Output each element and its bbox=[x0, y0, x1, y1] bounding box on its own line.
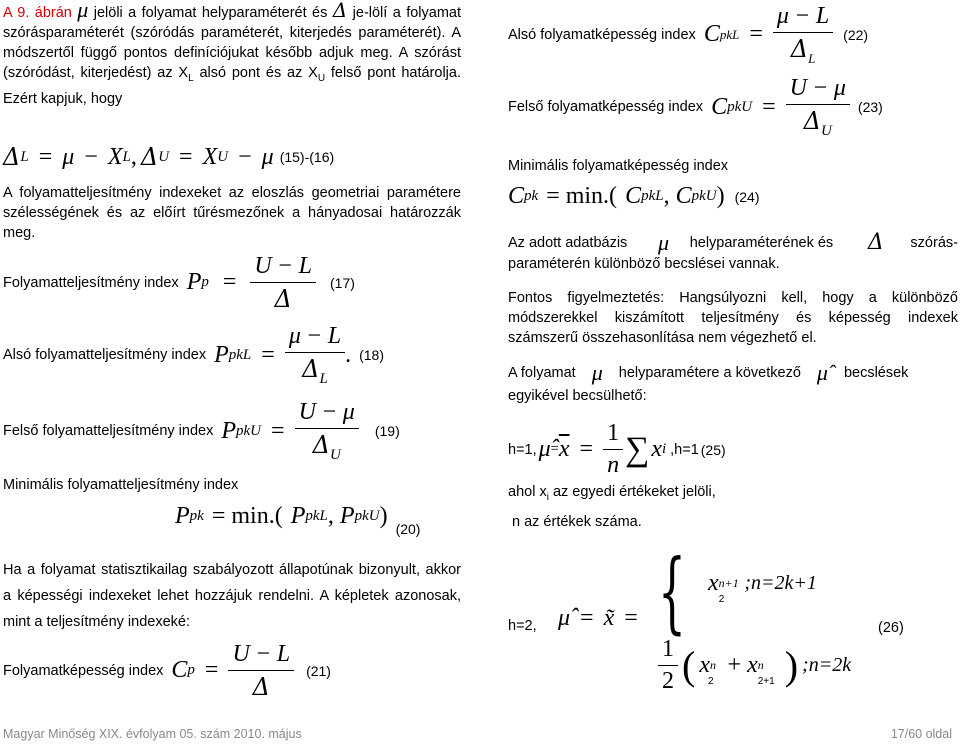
paragraph-estimation: A folyamat μ helyparamétere a következő μ̂ becslések egyikével becsülhető: bbox=[508, 360, 909, 404]
equation-25: h=1, μ̂ = $\overline{x}$ = $\frac{1}{n}$ ∑ x i ,h=1 (25) bbox=[508, 420, 726, 478]
label-h2: h=2, bbox=[508, 618, 537, 634]
paragraph-indices: A folyamatteljesítmény indexeket az eloszlás geometriai paramétere szélességének és az előírt tűrésmezőnek a hányadosai határozzák meg. bbox=[3, 185, 461, 241]
equation-17: Folyamatteljesítmény index P p = $\frac{U - L}{\Delta}$ (17) bbox=[3, 253, 355, 313]
label-ppkl: Alsó folyamatteljesítmény index bbox=[3, 347, 207, 363]
label-ppk: Minimális folyamatteljesítmény index bbox=[3, 477, 239, 493]
equation-21: Folyamatképesség index C p = $\frac{U - L}{\Delta}$ (21) bbox=[3, 641, 331, 701]
footer-publication: Magyar Minőség XIX. évfolyam 05. szám 2010. május bbox=[3, 727, 302, 741]
equation-number: (19) bbox=[374, 423, 400, 439]
equation-19: Felső folyamatteljesítmény index P pkU = $\frac{U - \mu}{\Delta_U}$ (19) bbox=[3, 399, 400, 463]
xi-definition: ahol $x_i$ az egyedi értékeket jelöli, bbox=[508, 484, 716, 503]
equation-number: (22) bbox=[843, 26, 869, 43]
equation-number: (25) bbox=[700, 441, 726, 458]
equation-number: (24) bbox=[734, 188, 760, 205]
equation-number-26: (26) bbox=[878, 620, 904, 636]
equation-15-16: Δ L = μ − X L , Δ U = X U − μ (15)-(16) bbox=[3, 143, 335, 171]
paragraph-capability: Ha a folyamat statisztikailag szabályozott állapotúnak bizonyult, akkor a képességi indexeket lehet hozzájuk rendelni. A képletek azonosak, mint a teljesítmény indexeké: bbox=[3, 562, 461, 630]
equation-number: (15)-(16) bbox=[279, 149, 335, 165]
equation-22: Alsó folyamatképesség index C pkL = $\frac{\mu - L}{\Delta_L}$ (22) bbox=[508, 3, 869, 66]
equation-24: C pk = min.( C pkL , C pkU ) (24) bbox=[508, 183, 760, 209]
paragraph-warning: Fontos figyelmeztetés: Hangsúlyozni kell, hogy a különböző módszerekkel kiszámított teljesítmény és képesség indexek számszerű összehasonlítása nem végezhető el. bbox=[508, 290, 958, 346]
equation-26-brace: { bbox=[658, 540, 686, 643]
label-ppku: Felső folyamatteljesítmény index bbox=[3, 423, 214, 439]
equation-26-lhs: μ̂ = x̃ = bbox=[558, 605, 638, 631]
equation-20: P pk = min.( P pkL , P pkU ) (20) bbox=[175, 503, 421, 537]
equation-26-case1: x n+1 2 ;n=2k+1 bbox=[708, 570, 817, 605]
equation-number: (17) bbox=[330, 274, 355, 291]
figure-reference: A 9. ábrán bbox=[3, 5, 72, 21]
paragraph-database: Az adott adatbázis μ helyparaméterének és Δ szórás- paraméterén különböző becslései vannak. bbox=[508, 230, 958, 272]
footer-page-number: 17/60 oldal bbox=[890, 727, 952, 741]
equation-number: (23) bbox=[857, 99, 883, 115]
label-cpkl: Alsó folyamatképesség index bbox=[508, 26, 696, 43]
equation-18: Alsó folyamatteljesítmény index P pkL = $\frac{\mu - L}{\Delta_L}$ . (18) bbox=[3, 323, 385, 387]
label-cpk: Minimális folyamatképesség index bbox=[508, 158, 729, 174]
intro-paragraph: A 9. ábrán μ jelöli a folyamat helyparaméterét és Δ je-lölí a folyamat szórásparaméterét (szóródás paraméterét, kiterjedés paraméterét). A módszertől függő pontos definíciójukat később adjuk meg. A szórást (szóródást, kiterjedést) az $X_L$ alsó pont és az $X_U$ felső pont határolja. Ezért kapjuk, hogy bbox=[3, 0, 461, 107]
n-definition: n az értékek száma. bbox=[512, 514, 642, 530]
label-h1: h=1, bbox=[508, 441, 537, 458]
label-pp: Folyamatteljesítmény index bbox=[3, 274, 179, 291]
equation-26-case2: $\frac{1}{2}$ ( x n 2 + x n 2+1 ) ;n=2k bbox=[658, 636, 851, 695]
equation-number: (20) bbox=[395, 520, 421, 537]
equation-number: (21) bbox=[306, 662, 331, 679]
equation-number: (18) bbox=[359, 347, 385, 363]
label-cpku: Felső folyamatképesség index bbox=[508, 99, 704, 115]
label-cp: Folyamatképesség index bbox=[3, 662, 164, 679]
equation-23: Felső folyamatképesség index C pkU = $\frac{U - \mu}{\Delta_U}$ (23) bbox=[508, 75, 883, 139]
